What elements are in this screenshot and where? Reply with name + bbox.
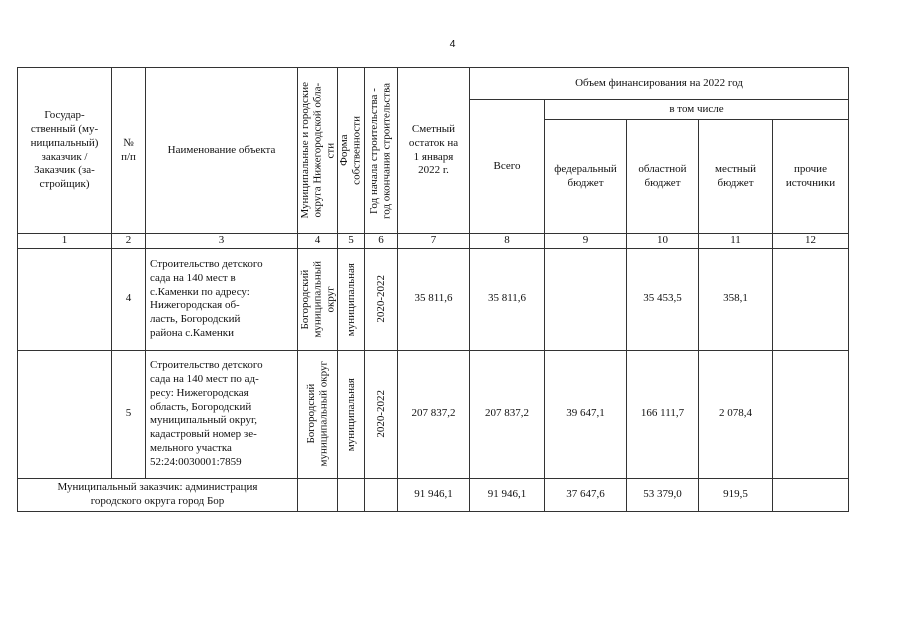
cell-municipality: Богородский муниципальный округ: [298, 350, 338, 478]
header-federal: федеральный бюджет: [545, 120, 627, 234]
column-number: 5: [338, 234, 365, 249]
summary-row: [18, 478, 849, 511]
cell-federal: 39 647,1: [545, 350, 627, 478]
cell-regional: 35 453,5: [627, 248, 699, 350]
header-regional: областной бюджет: [627, 120, 699, 234]
table-row: [18, 248, 849, 350]
summary-label: Муниципальный заказчик: администрация городского округа город Бор: [18, 478, 298, 511]
header-years: Год начала строительства - год окончания строительства: [365, 68, 398, 234]
cell-federal: [545, 248, 627, 350]
cell-total: 207 837,2: [470, 350, 545, 478]
cell-object-name: Строительство детского сада на 140 мест по ад- ресу: Нижегородская область, Богородский муниципальный округ, кадастровый номер зе- мельного участка 52:24:0030001:7859: [146, 350, 298, 478]
column-number: 1: [18, 234, 112, 249]
cell-local: 2 078,4: [699, 350, 773, 478]
cell-balance: 35 811,6: [398, 248, 470, 350]
column-number: 4: [298, 234, 338, 249]
header-object-name: Наименование объекта: [146, 68, 298, 234]
cell-no: 4: [112, 248, 146, 350]
column-number: 10: [627, 234, 699, 249]
summary-balance: 91 946,1: [398, 478, 470, 511]
header-customer: Государ- ственный (му- ниципальный) заказчик / Заказчик (за- стройщик): [18, 68, 112, 234]
column-number: 6: [365, 234, 398, 249]
column-number: 7: [398, 234, 470, 249]
header-row: [18, 68, 849, 100]
financing-table: [17, 67, 849, 512]
summary-regional: 53 379,0: [627, 478, 699, 511]
header-no: № п/п: [112, 68, 146, 234]
header-municipality: Муниципальные и городские округа Нижегородской обла- сти: [298, 68, 338, 234]
table-row: [18, 350, 849, 478]
summary-local: 919,5: [699, 478, 773, 511]
cell-regional: 166 111,7: [627, 350, 699, 478]
cell-no: 5: [112, 350, 146, 478]
cell-customer: [18, 350, 112, 478]
summary-other: [773, 478, 849, 511]
cell-customer: [18, 248, 112, 350]
cell-ownership: муниципальная: [338, 248, 365, 350]
cell-ownership: муниципальная: [338, 350, 365, 478]
cell-local: 358,1: [699, 248, 773, 350]
column-number: 2: [112, 234, 146, 249]
summary-years: [365, 478, 398, 511]
cell-other: [773, 350, 849, 478]
header-ownership: Форма собственности: [338, 68, 365, 234]
cell-municipality: Богородский муниципальный округ: [298, 248, 338, 350]
cell-balance: 207 837,2: [398, 350, 470, 478]
header-balance: Сметный остаток на 1 января 2022 г.: [398, 68, 470, 234]
header-funding-group: Объем финансирования на 2022 год: [470, 68, 849, 100]
header-local: местный бюджет: [699, 120, 773, 234]
column-number: 3: [146, 234, 298, 249]
column-number: 8: [470, 234, 545, 249]
cell-total: 35 811,6: [470, 248, 545, 350]
header-total: Всего: [470, 100, 545, 234]
column-number: 12: [773, 234, 849, 249]
summary-municipality: [298, 478, 338, 511]
page-number: 4: [449, 38, 456, 50]
header-other: прочие источники: [773, 120, 849, 234]
header-including: в том числе: [545, 100, 849, 120]
cell-years: 2020-2022: [365, 350, 398, 478]
column-number: 11: [699, 234, 773, 249]
summary-ownership: [338, 478, 365, 511]
column-number: 9: [545, 234, 627, 249]
summary-federal: 37 647,6: [545, 478, 627, 511]
cell-object-name: Строительство детского сада на 140 мест в с.Каменки по адресу: Нижегородская об- ласть, Богородский района с.Каменки: [146, 248, 298, 350]
summary-total: 91 946,1: [470, 478, 545, 511]
column-numbers-row: [18, 234, 849, 249]
cell-other: [773, 248, 849, 350]
cell-years: 2020-2022: [365, 248, 398, 350]
